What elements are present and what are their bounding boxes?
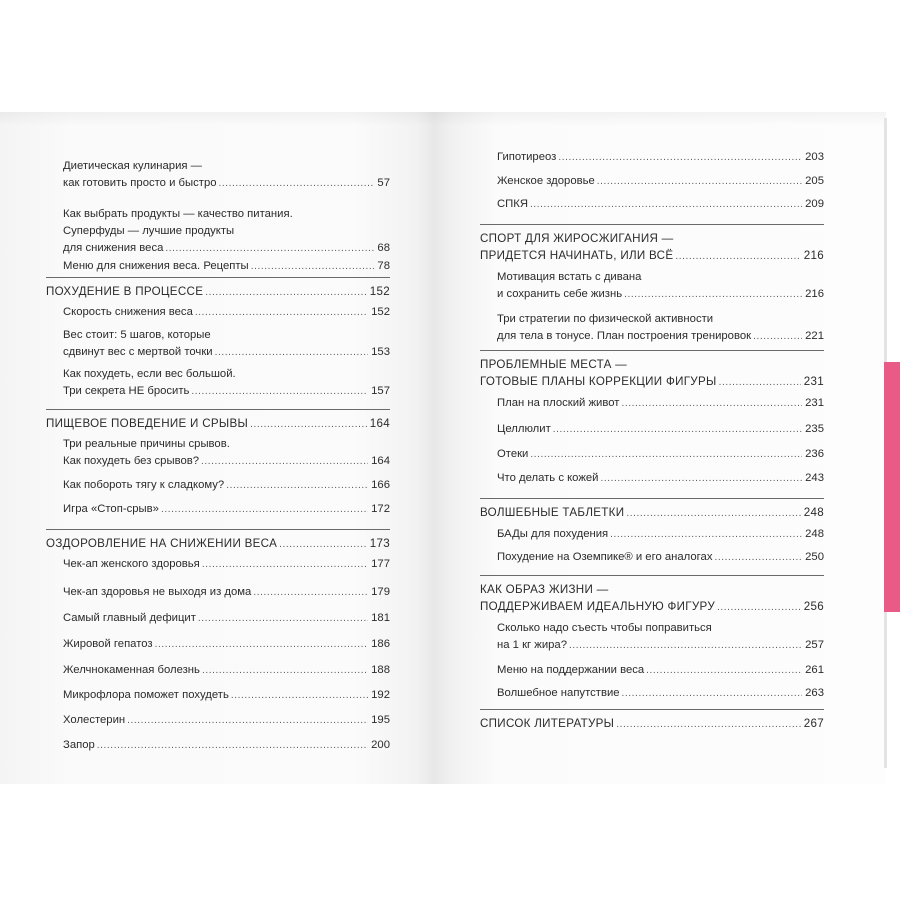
toc-entry-title: Вес стоит: 5 шагов, которые (63, 329, 211, 341)
toc-entry-line (480, 715, 824, 732)
toc-page-number: 166 (371, 479, 390, 491)
toc-entry-line (63, 258, 390, 275)
toc-entry-line (480, 581, 824, 598)
toc-entry-line (63, 383, 390, 400)
dot-leader (97, 737, 368, 754)
toc-entry-title: Гипотиреоз (497, 151, 557, 163)
toc-entry-title: Игра «Стоп-срыв» (63, 503, 159, 515)
toc-section-entry[interactable] (480, 715, 824, 732)
dot-leader (226, 477, 368, 494)
toc-subsection-entry[interactable] (497, 526, 824, 543)
toc-entry-line (46, 535, 390, 552)
toc-page-number: 256 (803, 600, 824, 613)
toc-subsection-entry[interactable] (497, 395, 824, 412)
toc-page-number: 243 (805, 472, 824, 484)
toc-entry-line (497, 395, 824, 412)
toc-entry-title: Диетическая кулинария — (63, 160, 202, 172)
toc-entry-title: Чек-ап женского здоровья (63, 558, 200, 570)
toc-page-number: 200 (371, 739, 390, 751)
toc-subsection-entry[interactable] (63, 556, 390, 573)
toc-entry-title: Женское здоровье (497, 175, 595, 187)
toc-entry-line (63, 240, 390, 257)
toc-entry-title: Как побороть тягу к сладкому? (63, 479, 225, 491)
toc-entry-title: Желчнокаменная болезнь (63, 664, 200, 676)
dot-leader (753, 328, 802, 345)
dot-leader (626, 505, 800, 522)
dot-leader (201, 453, 368, 470)
toc-entry-line (480, 356, 824, 373)
toc-entry-title: сдвинут вес с мертвой точки (63, 346, 213, 358)
dot-leader (202, 556, 368, 573)
toc-entry-title: Что делать с кожей (497, 472, 599, 484)
toc-subsection-entry[interactable] (63, 477, 390, 494)
toc-entry-title: Мотивация встать с дивана (497, 271, 642, 283)
toc-entry-line (63, 477, 390, 494)
dot-leader (621, 395, 802, 412)
toc-entry-title: Самый главный дефицит (63, 612, 196, 624)
toc-entry-line (497, 196, 824, 213)
toc-subsection-entry[interactable] (497, 685, 824, 702)
toc-entry-title: Жировой гепатоз (63, 638, 153, 650)
section-divider (480, 709, 824, 710)
toc-page-number: 216 (805, 288, 824, 300)
toc-section-entry[interactable] (46, 283, 390, 300)
toc-page-number: 216 (803, 249, 824, 262)
toc-entry-line (63, 223, 390, 240)
toc-entry-title: Меню на поддержании веса (497, 664, 645, 676)
section-divider (46, 409, 390, 410)
dot-leader (155, 636, 369, 653)
toc-entry-line (480, 247, 824, 264)
toc-section-entry[interactable] (480, 356, 824, 390)
toc-subsection-entry[interactable] (63, 436, 390, 470)
toc-page-number: 250 (805, 551, 824, 563)
toc-page-number: 248 (803, 506, 824, 519)
toc-page-number: 231 (803, 375, 824, 388)
toc-page-number: 164 (371, 455, 390, 467)
toc-entry-line (63, 327, 390, 344)
toc-entry-title: КАК ОБРАЗ ЖИЗНИ — (480, 583, 609, 596)
toc-page-number: 205 (805, 175, 824, 187)
dot-leader (553, 421, 802, 438)
toc-entry-title: Целлюлит (497, 423, 551, 435)
dot-leader (558, 149, 802, 166)
dot-leader (616, 716, 801, 733)
toc-subsection-entry[interactable] (497, 311, 824, 345)
section-divider (480, 350, 824, 351)
toc-page-number: 231 (805, 397, 824, 409)
toc-page-number: 221 (805, 330, 824, 342)
toc-entry-title: ПОХУДЕНИЕ В ПРОЦЕССЕ (46, 285, 204, 298)
toc-entry-line (497, 173, 824, 190)
dot-leader (165, 240, 374, 257)
dot-leader (719, 374, 801, 391)
toc-page-number: 192 (371, 689, 390, 701)
toc-entry-line (63, 366, 390, 383)
toc-subsection-entry[interactable] (497, 196, 824, 213)
toc-subsection-entry[interactable] (497, 149, 824, 166)
toc-subsection-entry[interactable] (63, 610, 390, 627)
toc-entry-title: БАДы для похудения (497, 528, 609, 540)
toc-subsection-entry[interactable] (497, 269, 824, 303)
section-divider (480, 498, 824, 499)
toc-entry-title: Три стратегии по физической активности (497, 313, 714, 325)
toc-page-number: 181 (371, 612, 390, 624)
toc-page-number: 157 (371, 385, 390, 397)
toc-entry-line (497, 470, 824, 487)
toc-subsection-entry[interactable] (63, 501, 390, 518)
toc-page-number: 179 (371, 586, 390, 598)
toc-page-number: 164 (369, 417, 390, 430)
toc-section-entry[interactable] (480, 504, 824, 521)
toc-entry-title: Холестерин (63, 714, 126, 726)
toc-entry-title: Три реальные причины срывов. (63, 438, 230, 450)
dot-leader (202, 662, 368, 679)
toc-entry-title: Скорость снижения веса (63, 306, 193, 318)
toc-subsection-entry[interactable] (63, 366, 390, 400)
toc-entry-title: Микрофлора поможет похудеть (63, 689, 229, 701)
toc-entry-line (63, 436, 390, 453)
section-divider (46, 529, 390, 530)
toc-entry-line (497, 328, 824, 345)
dot-leader (205, 284, 367, 301)
dot-leader (530, 446, 802, 463)
toc-entry-line (46, 415, 390, 432)
toc-page-number: 152 (369, 285, 390, 298)
dot-leader (250, 416, 367, 433)
toc-entry-line (497, 286, 824, 303)
toc-entry-title: ПОДДЕРЖИВАЕМ ИДЕАЛЬНУЮ ФИГУРУ (480, 600, 715, 613)
toc-entry-line (497, 620, 824, 637)
toc-entry-title: Меню для снижения веса. Рецепты (63, 260, 249, 272)
toc-entry-line (497, 526, 824, 543)
toc-page-number: 186 (371, 638, 390, 650)
toc-entry-title: Как выбрать продукты — качество питания. (63, 208, 293, 220)
toc-subsection-entry[interactable] (497, 662, 824, 679)
toc-subsection-entry[interactable] (63, 327, 390, 361)
toc-entry-line (480, 230, 824, 247)
toc-entry-line (497, 662, 824, 679)
toc-entry-line (63, 610, 390, 627)
dot-leader (215, 344, 369, 361)
toc-entry-title: как готовить просто и быстро (63, 177, 217, 189)
toc-subsection-entry[interactable] (497, 470, 824, 487)
toc-entry-line (63, 584, 390, 601)
toc-entry-line (63, 206, 390, 223)
dot-leader (219, 175, 375, 192)
toc-entry-line (480, 598, 824, 615)
toc-page-number: 78 (377, 260, 390, 272)
dot-leader (646, 662, 802, 679)
toc-page-number: 173 (369, 537, 390, 550)
toc-entry-line (497, 685, 824, 702)
toc-entry-line (63, 712, 390, 729)
toc-page-number: 203 (805, 151, 824, 163)
toc-subsection-entry[interactable] (497, 446, 824, 463)
toc-entry-title: Как похудеть, если вес большой. (63, 368, 236, 380)
section-divider (480, 224, 824, 225)
toc-subsection-entry[interactable] (63, 636, 390, 653)
toc-entry-line (63, 636, 390, 653)
toc-page-number: 172 (371, 503, 390, 515)
toc-subsection-entry[interactable] (63, 737, 390, 754)
toc-subsection-entry[interactable] (63, 584, 390, 601)
toc-entry-title: Сколько надо съесть чтобы поправиться (497, 622, 712, 634)
toc-page-number: 267 (803, 717, 824, 730)
section-divider (480, 575, 824, 576)
toc-entry-title: и сохранить себе жизнь (497, 288, 623, 300)
toc-entry-title: СПКЯ (497, 198, 529, 210)
toc-entry-title: СПИСОК ЛИТЕРАТУРЫ (480, 717, 615, 730)
section-divider (46, 277, 390, 278)
toc-subsection-entry[interactable] (497, 620, 824, 654)
dot-leader (251, 258, 375, 275)
toc-subsection-entry[interactable] (63, 258, 390, 275)
toc-entry-line (497, 269, 824, 286)
toc-entry-title: СПОРТ ДЛЯ ЖИРОСЖИГАНИЯ — (480, 232, 674, 245)
toc-entry-line (63, 304, 390, 321)
dot-leader (569, 637, 802, 654)
toc-page-number: 257 (805, 639, 824, 651)
toc-subsection-entry[interactable] (63, 304, 390, 321)
toc-entry-line (63, 556, 390, 573)
toc-entry-line (63, 501, 390, 518)
dot-leader (622, 685, 803, 702)
toc-entry-line (480, 373, 824, 390)
dot-leader (231, 687, 368, 704)
dot-leader (279, 536, 367, 553)
toc-entry-line (497, 549, 824, 566)
toc-page-number: 263 (805, 687, 824, 699)
toc-entry-line (63, 344, 390, 361)
toc-subsection-entry[interactable] (63, 662, 390, 679)
toc-entry-line (497, 446, 824, 463)
toc-entry-title: Три секрета НЕ бросить (63, 385, 190, 397)
dot-leader (191, 383, 368, 400)
toc-page-number: 188 (371, 664, 390, 676)
toc-page-number: 236 (805, 448, 824, 460)
toc-entry-title: План на плоский живот (497, 397, 620, 409)
toc-entry-line (63, 687, 390, 704)
toc-subsection-entry[interactable] (63, 712, 390, 729)
toc-page-number: 248 (805, 528, 824, 540)
dot-leader (161, 501, 368, 518)
toc-entry-title: для тела в тонусе. План построения тренировок (497, 330, 752, 342)
book-spread (0, 112, 886, 784)
toc-entry-line (497, 421, 824, 438)
toc-entry-line (46, 283, 390, 300)
toc-entry-line (63, 175, 390, 192)
toc-entry-title: Волшебное напутствие (497, 687, 620, 699)
toc-subsection-entry[interactable] (497, 421, 824, 438)
dot-leader (127, 712, 368, 729)
toc-entry-title: ГОТОВЫЕ ПЛАНЫ КОРРЕКЦИИ ФИГУРЫ (480, 375, 717, 388)
toc-page-number: 195 (371, 714, 390, 726)
toc-entry-line (63, 737, 390, 754)
toc-entry-title: ПРОБЛЕМНЫЕ МЕСТА — (480, 358, 628, 371)
toc-subsection-entry[interactable] (497, 173, 824, 190)
toc-page-number: 153 (371, 346, 390, 358)
toc-page-number: 152 (371, 306, 390, 318)
toc-entry-title: ПИЩЕВОЕ ПОВЕДЕНИЕ И СРЫВЫ (46, 417, 249, 430)
toc-page-number: 68 (377, 242, 390, 254)
dot-leader (610, 526, 802, 543)
toc-subsection-entry[interactable] (497, 549, 824, 566)
toc-entry-title: Запор (63, 739, 95, 751)
toc-section-entry[interactable] (46, 415, 390, 432)
toc-entry-title: Похудение на Оземпике® и его аналогах (497, 551, 713, 563)
toc-entry-line (497, 149, 824, 166)
toc-section-entry[interactable] (480, 581, 824, 615)
toc-entry-title: Отеки (497, 448, 529, 460)
toc-entry-title: Суперфуды — лучшие продукты (63, 225, 235, 237)
toc-entry-title: для снижения веса (63, 242, 164, 254)
dot-leader (714, 549, 802, 566)
dot-leader (597, 173, 802, 190)
toc-subsection-entry[interactable] (63, 687, 390, 704)
toc-entry-line (63, 158, 390, 175)
toc-subsection-entry[interactable] (63, 206, 390, 257)
toc-entry-line (497, 637, 824, 654)
toc-subsection-entry[interactable] (63, 158, 390, 192)
toc-page-number: 261 (805, 664, 824, 676)
pink-bookmark-tab (884, 362, 900, 612)
toc-section-entry[interactable] (480, 230, 824, 264)
toc-entry-line (63, 453, 390, 470)
toc-entry-title: на 1 кг жира? (497, 639, 567, 651)
toc-entry-title: ОЗДОРОВЛЕНИЕ НА СНИЖЕНИИ ВЕСА (46, 537, 278, 550)
dot-leader (675, 248, 800, 265)
toc-page-number: 57 (377, 177, 390, 189)
toc-page-number: 235 (805, 423, 824, 435)
toc-entry-line (497, 311, 824, 328)
toc-entry-title: ВОЛШЕБНЫЕ ТАБЛЕТКИ (480, 506, 625, 519)
toc-section-entry[interactable] (46, 535, 390, 552)
toc-entry-line (63, 662, 390, 679)
dot-leader (198, 610, 368, 627)
dot-leader (624, 286, 802, 303)
toc-page-number: 177 (371, 558, 390, 570)
toc-page-number: 209 (805, 198, 824, 210)
toc-entry-line (480, 504, 824, 521)
dot-leader (530, 196, 802, 213)
dot-leader (600, 470, 802, 487)
dot-leader (195, 304, 368, 321)
dot-leader (717, 599, 801, 616)
dot-leader (253, 584, 368, 601)
toc-entry-title: ПРИДЕТСЯ НАЧИНАТЬ, ИЛИ ВСЁ (480, 249, 674, 262)
toc-entry-title: Чек-ап здоровья не выходя из дома (63, 586, 252, 598)
toc-entry-title: Как похудеть без срывов? (63, 455, 200, 467)
